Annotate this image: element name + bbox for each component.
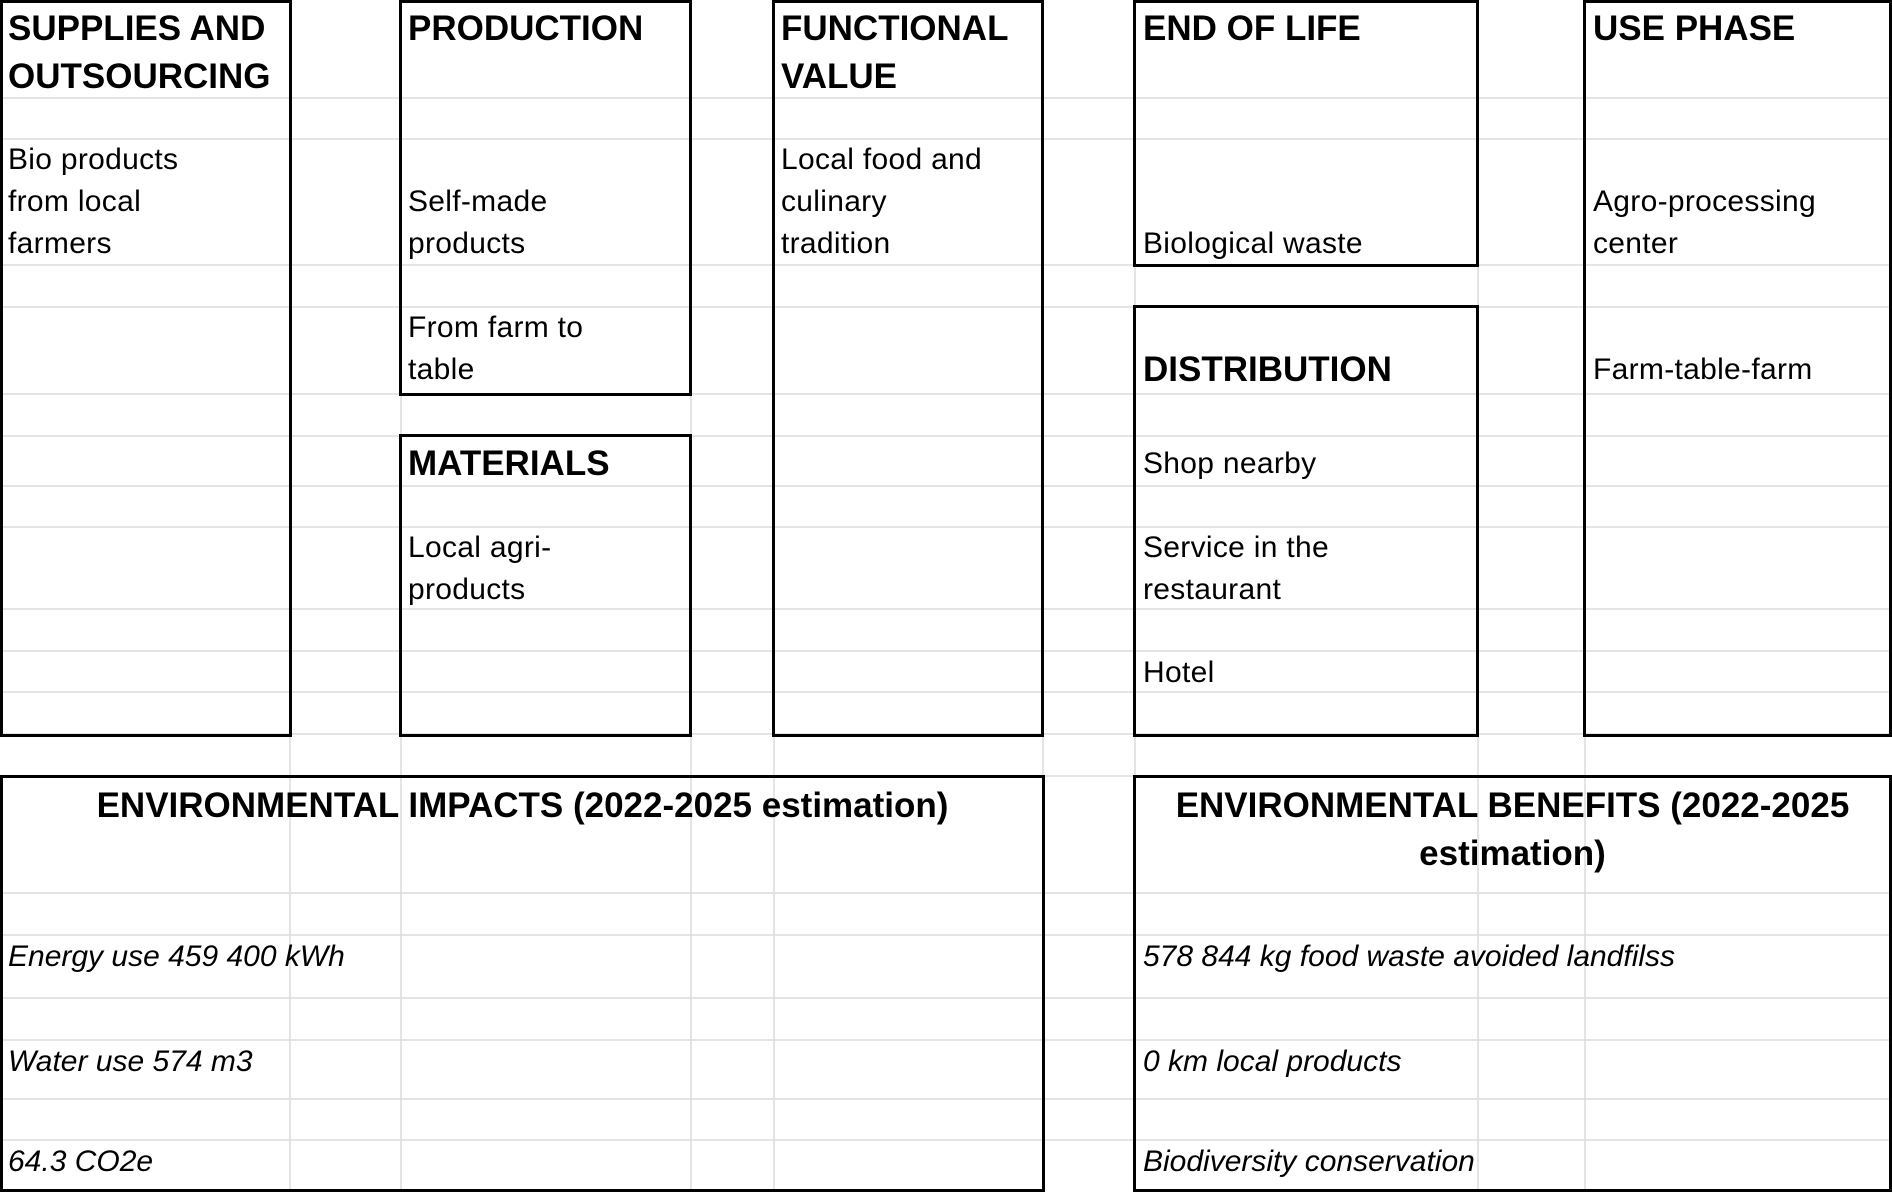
- production-title: PRODUCTION: [408, 9, 644, 48]
- functional-value-item-line-2: culinary: [781, 185, 887, 218]
- distribution-item-hotel: Hotel: [1143, 656, 1215, 689]
- benefits-item-biodiversity: Biodiversity conservation: [1143, 1145, 1475, 1178]
- distribution-title: DISTRIBUTION: [1143, 350, 1392, 389]
- benefits-item-food-waste: 578 844 kg food waste avoided landfilss: [1143, 940, 1676, 973]
- functional-value-title-line-1: FUNCTIONAL: [781, 9, 1009, 48]
- distribution-item-service-line-1: Service in the: [1143, 531, 1329, 564]
- supplies-item-line-1: Bio products: [8, 143, 179, 176]
- supplies-item-line-3: farmers: [8, 227, 112, 260]
- benefits-item-local-products: 0 km local products: [1143, 1045, 1402, 1078]
- use-phase-title: USE PHASE: [1593, 9, 1796, 48]
- materials-item-line-2: products: [408, 573, 526, 606]
- end-of-life-item: Biological waste: [1143, 227, 1363, 260]
- supplies-title-line-2: OUTSOURCING: [8, 57, 271, 96]
- impacts-item-co2: 64.3 CO2e: [8, 1145, 154, 1178]
- use-phase-item-1-line-2: center: [1593, 227, 1679, 260]
- end-of-life-title: END OF LIFE: [1143, 9, 1361, 48]
- production-item-1-line-2: products: [408, 227, 526, 260]
- production-item-2-line-2: table: [408, 353, 475, 386]
- supplies-item-line-2: from local: [8, 185, 142, 218]
- benefits-title-line-1: ENVIRONMENTAL BENEFITS (2022-2025: [1175, 786, 1850, 825]
- functional-value-box: [772, 0, 1044, 737]
- functional-value-item-line-3: tradition: [781, 227, 891, 260]
- production-item-1-line-1: Self-made: [408, 185, 548, 218]
- functional-value-title-line-2: VALUE: [781, 57, 898, 96]
- impacts-item-water: Water use 574 m3: [8, 1045, 253, 1078]
- supplies-box: [0, 0, 292, 737]
- materials-item-line-1: Local agri-: [408, 531, 552, 564]
- use-phase-item-2: Farm-table-farm: [1593, 353, 1813, 386]
- use-phase-item-1-line-1: Agro-processing: [1593, 185, 1816, 218]
- distribution-item-service-line-2: restaurant: [1143, 573, 1282, 606]
- impacts-item-energy: Energy use 459 400 kWh: [8, 940, 345, 973]
- impacts-box: [0, 775, 1045, 1192]
- supplies-title-line-1: SUPPLIES AND: [8, 9, 266, 48]
- benefits-title-line-2: estimation): [1419, 834, 1606, 873]
- production-item-2-line-1: From farm to: [408, 311, 584, 344]
- materials-title: MATERIALS: [408, 444, 610, 483]
- distribution-item-shop: Shop nearby: [1143, 447, 1317, 480]
- impacts-title: ENVIRONMENTAL IMPACTS (2022-2025 estimation): [96, 786, 949, 825]
- functional-value-item-line-1: Local food and: [781, 143, 983, 176]
